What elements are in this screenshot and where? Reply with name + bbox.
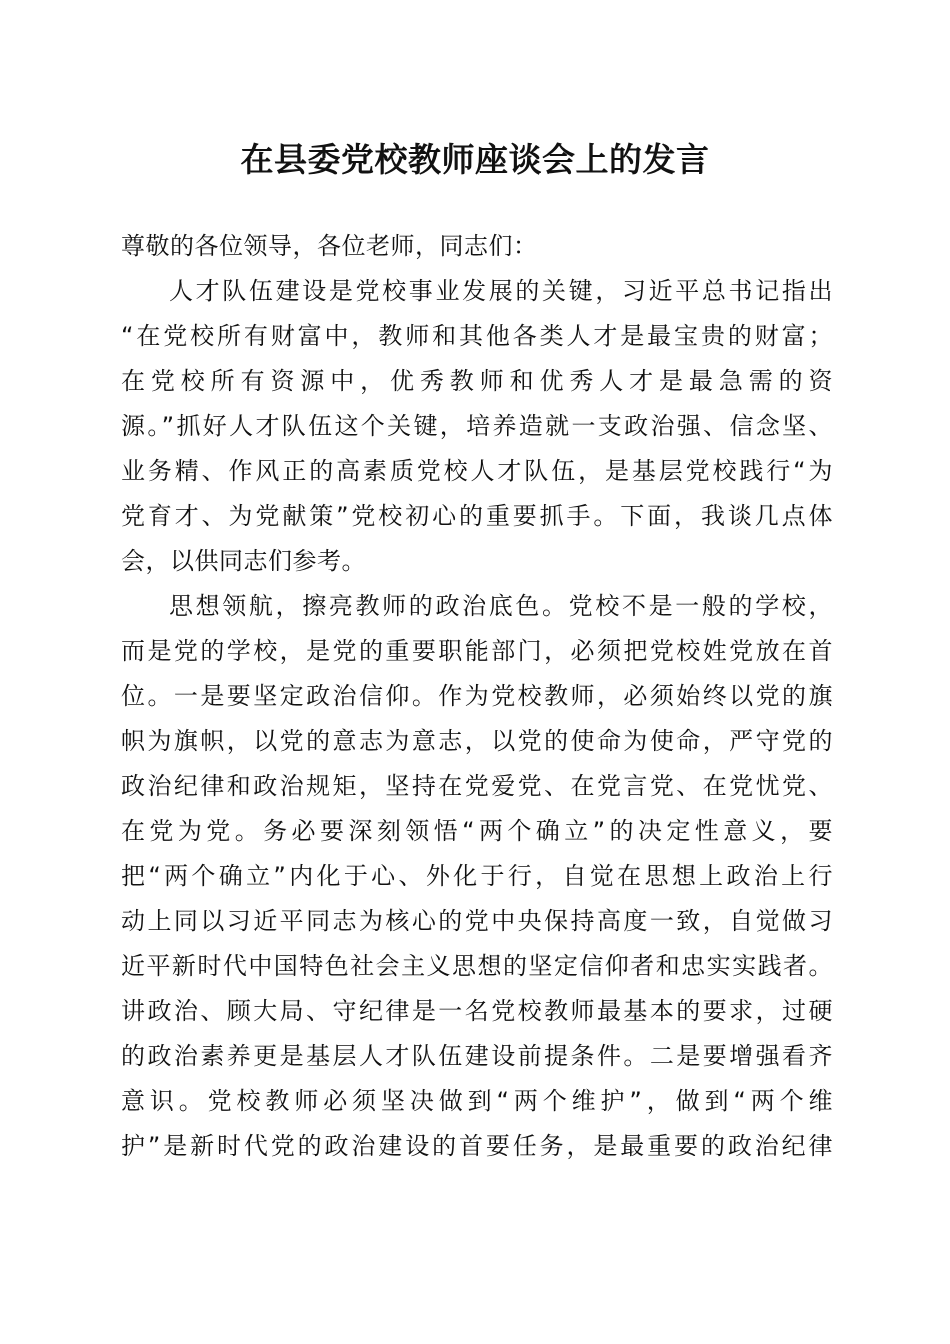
paragraph-line: 位。一是要坚定政治信仰。作为党校教师，必须始终以党的旗 bbox=[121, 682, 833, 710]
paragraph-line: 在党为党。务必要深刻领悟“两个确立”的决定性意义，要 bbox=[121, 817, 833, 845]
paragraph-line: 动上同以习近平同志为核心的党中央保持高度一致，自觉做习 bbox=[121, 907, 833, 935]
document-body bbox=[121, 224, 833, 1169]
paragraph-line: 源。”抓好人才队伍这个关键，培养造就一支政治强、信念坚、 bbox=[121, 412, 833, 440]
paragraph-line: 意识。党校教师必须坚决做到“两个维护”，做到“两个维 bbox=[121, 1087, 833, 1115]
paragraph-line: 思想领航，擦亮教师的政治底色。党校不是一般的学校， bbox=[169, 592, 833, 620]
paragraph-line: 讲政治、顾大局、守纪律是一名党校教师最基本的要求，过硬 bbox=[121, 997, 833, 1025]
paragraph-line: 帜为旗帜，以党的意志为意志，以党的使命为使命，严守党的 bbox=[121, 727, 833, 755]
paragraph-1 bbox=[121, 269, 833, 584]
paragraph-line: 而是党的学校，是党的重要职能部门，必须把党校姓党放在首 bbox=[121, 637, 833, 665]
paragraph-line: 护”是新时代党的政治建设的首要任务，是最重要的政治纪律 bbox=[121, 1132, 833, 1160]
salutation: 尊敬的各位领导，各位老师，同志们： bbox=[121, 232, 538, 260]
paragraph-line: 把“两个确立”内化于心、外化于行，自觉在思想上政治上行 bbox=[121, 862, 833, 890]
paragraph-line: 业务精、作风正的高素质党校人才队伍，是基层党校践行“为 bbox=[121, 457, 833, 485]
paragraph-line: “在党校所有财富中，教师和其他各类人才是最宝贵的财富； bbox=[121, 322, 833, 350]
paragraph-2 bbox=[121, 584, 833, 1169]
paragraph-line: 政治纪律和政治规矩，坚持在党爱党、在党言党、在党忧党、 bbox=[121, 772, 833, 800]
paragraph-line: 会，以供同志们参考。 bbox=[121, 547, 366, 575]
paragraph-line: 党育才、为党献策”党校初心的重要抓手。下面，我谈几点体 bbox=[121, 502, 833, 530]
paragraph-line: 的政治素养更是基层人才队伍建设前提条件。二是要增强看齐 bbox=[121, 1042, 833, 1070]
paragraph-line: 人才队伍建设是党校事业发展的关键，习近平总书记指出 bbox=[169, 277, 833, 305]
paragraph-line: 在党校所有资源中，优秀教师和优秀人才是最急需的资 bbox=[121, 367, 833, 395]
paragraph-line: 近平新时代中国特色社会主义思想的坚定信仰者和忠实实践者。 bbox=[121, 952, 833, 980]
document-title: 在县委党校教师座谈会上的发言 bbox=[240, 140, 710, 179]
